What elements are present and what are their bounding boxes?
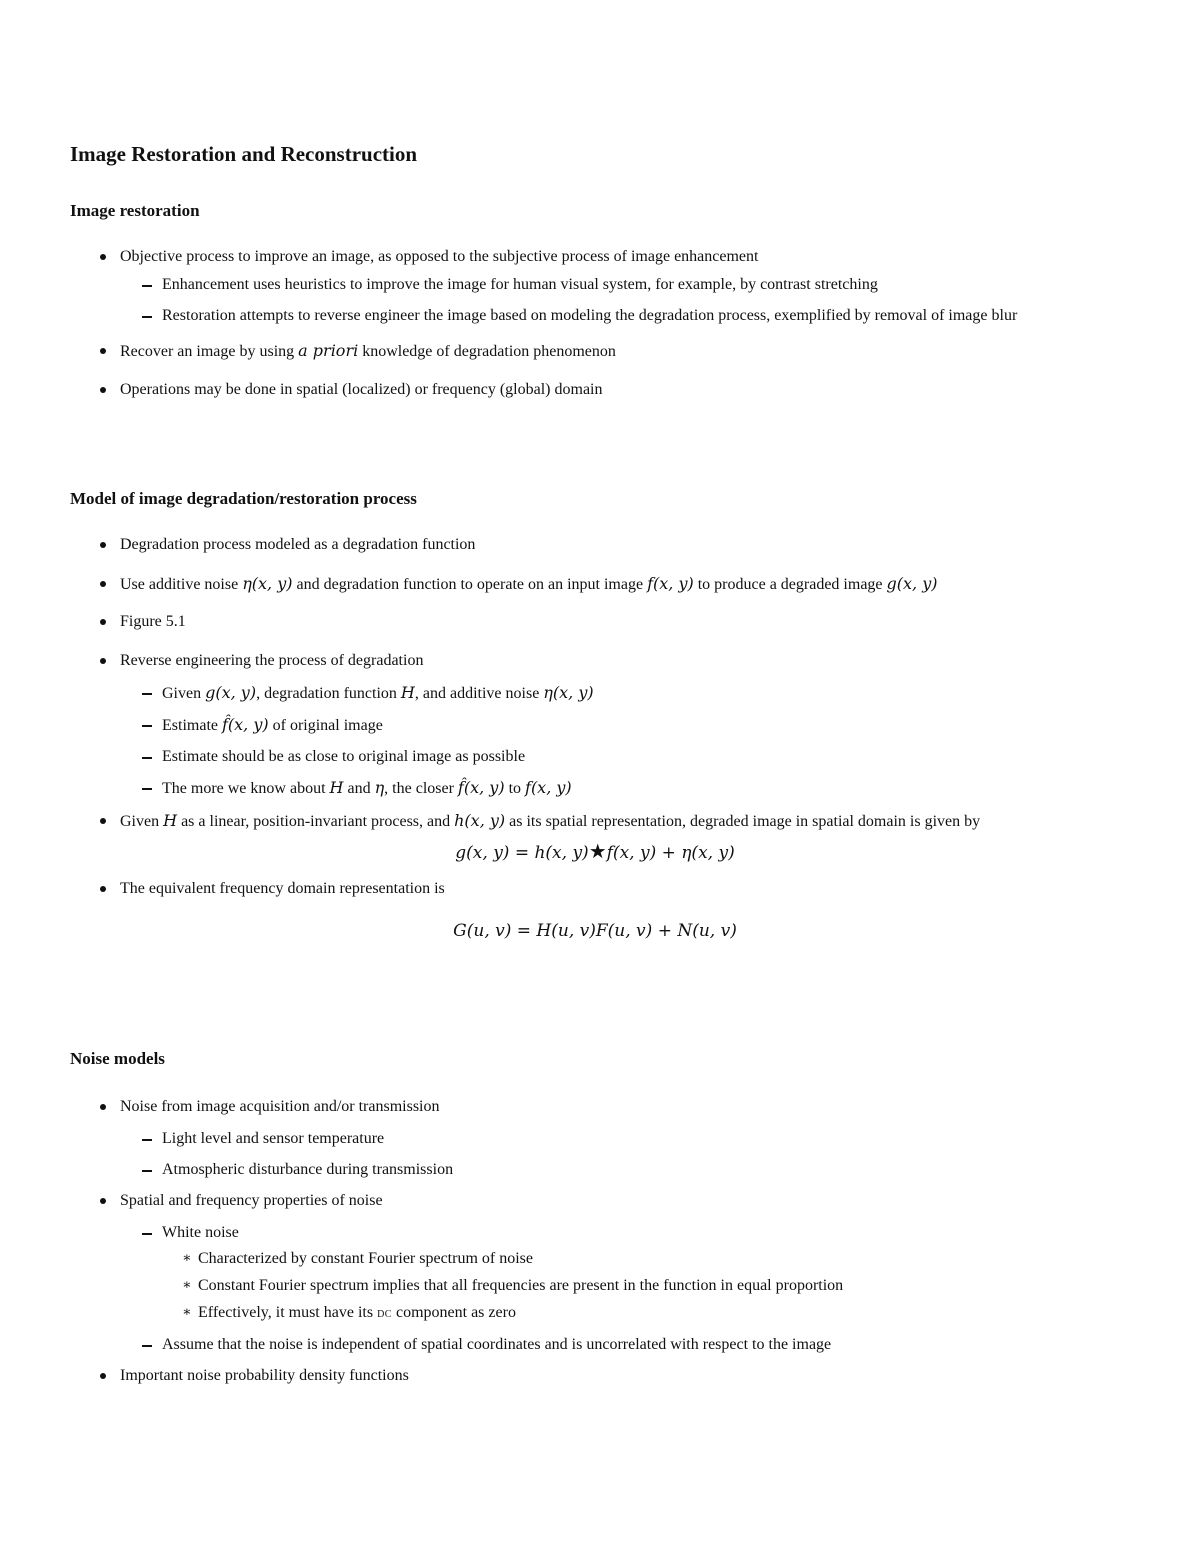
list-item: Enhancement uses heuristics to improve the image for human visual system, for example, by contrast stretching — [120, 273, 1070, 297]
asterisk-icon: ∗ — [182, 1305, 192, 1320]
dash-icon — [142, 693, 152, 695]
dash-icon — [142, 1170, 152, 1172]
list-item: ∗ Effectively, it must have its dc component as zero — [162, 1301, 1070, 1326]
bullet-icon — [100, 387, 106, 393]
list-item: Use additive noise η(x, y) and degradation function to operate on an input image f(x, y) to produce a degraded image g(x, y) — [70, 572, 1070, 597]
list-item: Restoration attempts to reverse engineer the image based on modeling the degradation process, exemplified by removal of image blur — [120, 304, 1070, 328]
list-item: Light level and sensor temperature — [120, 1127, 1070, 1151]
bullet-icon — [100, 1373, 106, 1379]
list-item: Important noise probability density functions — [70, 1364, 1070, 1388]
bullet-icon — [100, 254, 106, 260]
dash-icon — [142, 1139, 152, 1141]
page-title: Image Restoration and Reconstruction — [70, 142, 418, 166]
sub-list — [120, 273, 1070, 328]
bullet-icon — [100, 542, 106, 548]
list-item: Estimate f̂(x, y) of original image — [120, 713, 1070, 738]
section-image-restoration — [70, 201, 1070, 402]
list-item: Given g(x, y), degradation function H, and additive noise η(x, y) — [120, 681, 1070, 706]
equation-frequency: G(u, v) = H(u, v)F(u, v) + N(u, v) — [453, 921, 737, 941]
section-degradation-model — [70, 489, 1070, 943]
convolution-star-icon: ★ — [588, 841, 607, 863]
bullet-icon — [100, 1104, 106, 1110]
asterisk-icon: ∗ — [182, 1278, 192, 1293]
list-item: Degradation process modeled as a degradation function — [70, 533, 1070, 557]
list-item: Given H as a linear, position-invariant process, and h(x, y) as its spatial representation, degraded image in spatial domain is given by g(x, y) = h(x, y)★f(x, y) + η(x, y) — [70, 809, 1070, 865]
bullet-icon — [100, 886, 106, 892]
sub-sub-list — [162, 1247, 1070, 1326]
list-item: Recover an image by using a priori knowledge of degradation phenomenon — [70, 339, 1070, 364]
asterisk-icon: ∗ — [182, 1251, 192, 1266]
dash-icon — [142, 1345, 152, 1347]
list-item: ∗ Characterized by constant Fourier spectrum of noise — [162, 1247, 1070, 1271]
list-item: Operations may be done in spatial (localized) or frequency (global) domain — [70, 378, 1070, 402]
list-item: Assume that the noise is independent of spatial coordinates and is uncorrelated with respect to the image — [120, 1333, 1070, 1357]
bullet-icon — [100, 1198, 106, 1204]
list-item: Noise from image acquisition and/or transmission Light level and sensor temperature Atmospheric disturbance during transmission — [70, 1095, 1070, 1182]
sub-list — [120, 681, 1070, 801]
list-item: Figure 5.1 — [70, 610, 1070, 634]
dash-icon — [142, 1233, 152, 1235]
dash-icon — [142, 725, 152, 727]
list-item: The more we know about H and η, the closer f̂(x, y) to f(x, y) — [120, 776, 1070, 801]
equation-spatial: g(x, y) = h(x, y)★f(x, y) + η(x, y) — [455, 841, 735, 863]
section-heading: Image restoration — [70, 201, 200, 220]
bullet-icon — [100, 619, 106, 625]
bullet-list — [70, 245, 1070, 402]
dash-icon — [142, 316, 152, 318]
list-item: Objective process to improve an image, as opposed to the subjective process of image enhancement Enhancement uses heuristics to improve the image for human visual system, for example, by contrast stretching Restoration attempts to reverse engineer the image based on modeling the degradation process, exemplified by removal of image blur — [70, 245, 1070, 328]
dash-icon — [142, 285, 152, 287]
bullet-icon — [100, 658, 106, 664]
bullet-list — [70, 533, 1070, 943]
dash-icon — [142, 788, 152, 790]
bullet-icon — [100, 818, 106, 824]
list-item: ∗ Constant Fourier spectrum implies that all frequencies are present in the function in equal proportion — [162, 1274, 1070, 1298]
list-item: Reverse engineering the process of degradation Given g(x, y), degradation function H, and additive noise η(x, y) Estimate f̂(x, y) of original image Estimate should be as close to original image as possible The more we know about H and η, the closer f̂(x, y) to f(x, y) — [70, 649, 1070, 801]
sub-list — [120, 1127, 1070, 1182]
bullet-icon — [100, 348, 106, 354]
section-heading: Model of image degradation/restoration process — [70, 489, 417, 508]
list-item: The equivalent frequency domain representation is G(u, v) = H(u, v)F(u, v) + N(u, v) — [70, 877, 1070, 943]
list-item: White noise ∗ Characterized by constant Fourier spectrum of noise ∗ Constant Fourier spectrum implies that all frequencies are present in the function in equal proportion ∗ Effectively, it must have its dc component as zero — [120, 1221, 1070, 1326]
dash-icon — [142, 757, 152, 759]
sub-list — [120, 1221, 1070, 1357]
list-item: Estimate should be as close to original image as possible — [120, 745, 1070, 769]
section-heading: Noise models — [70, 1049, 165, 1068]
bullet-icon — [100, 581, 106, 587]
list-item: Atmospheric disturbance during transmission — [120, 1158, 1070, 1182]
bullet-list — [70, 1095, 1070, 1388]
section-noise-models — [70, 1049, 1070, 1388]
list-item: Spatial and frequency properties of noise White noise ∗ Characterized by constant Fourier spectrum of noise ∗ Constant Fourier spectrum implies that all frequencies are present in the function in equal proportion ∗ Effectively, it must have its dc component as zero Assume that the noise is independent of spatial coordinates and is uncorrelated with respect to the image — [70, 1189, 1070, 1357]
